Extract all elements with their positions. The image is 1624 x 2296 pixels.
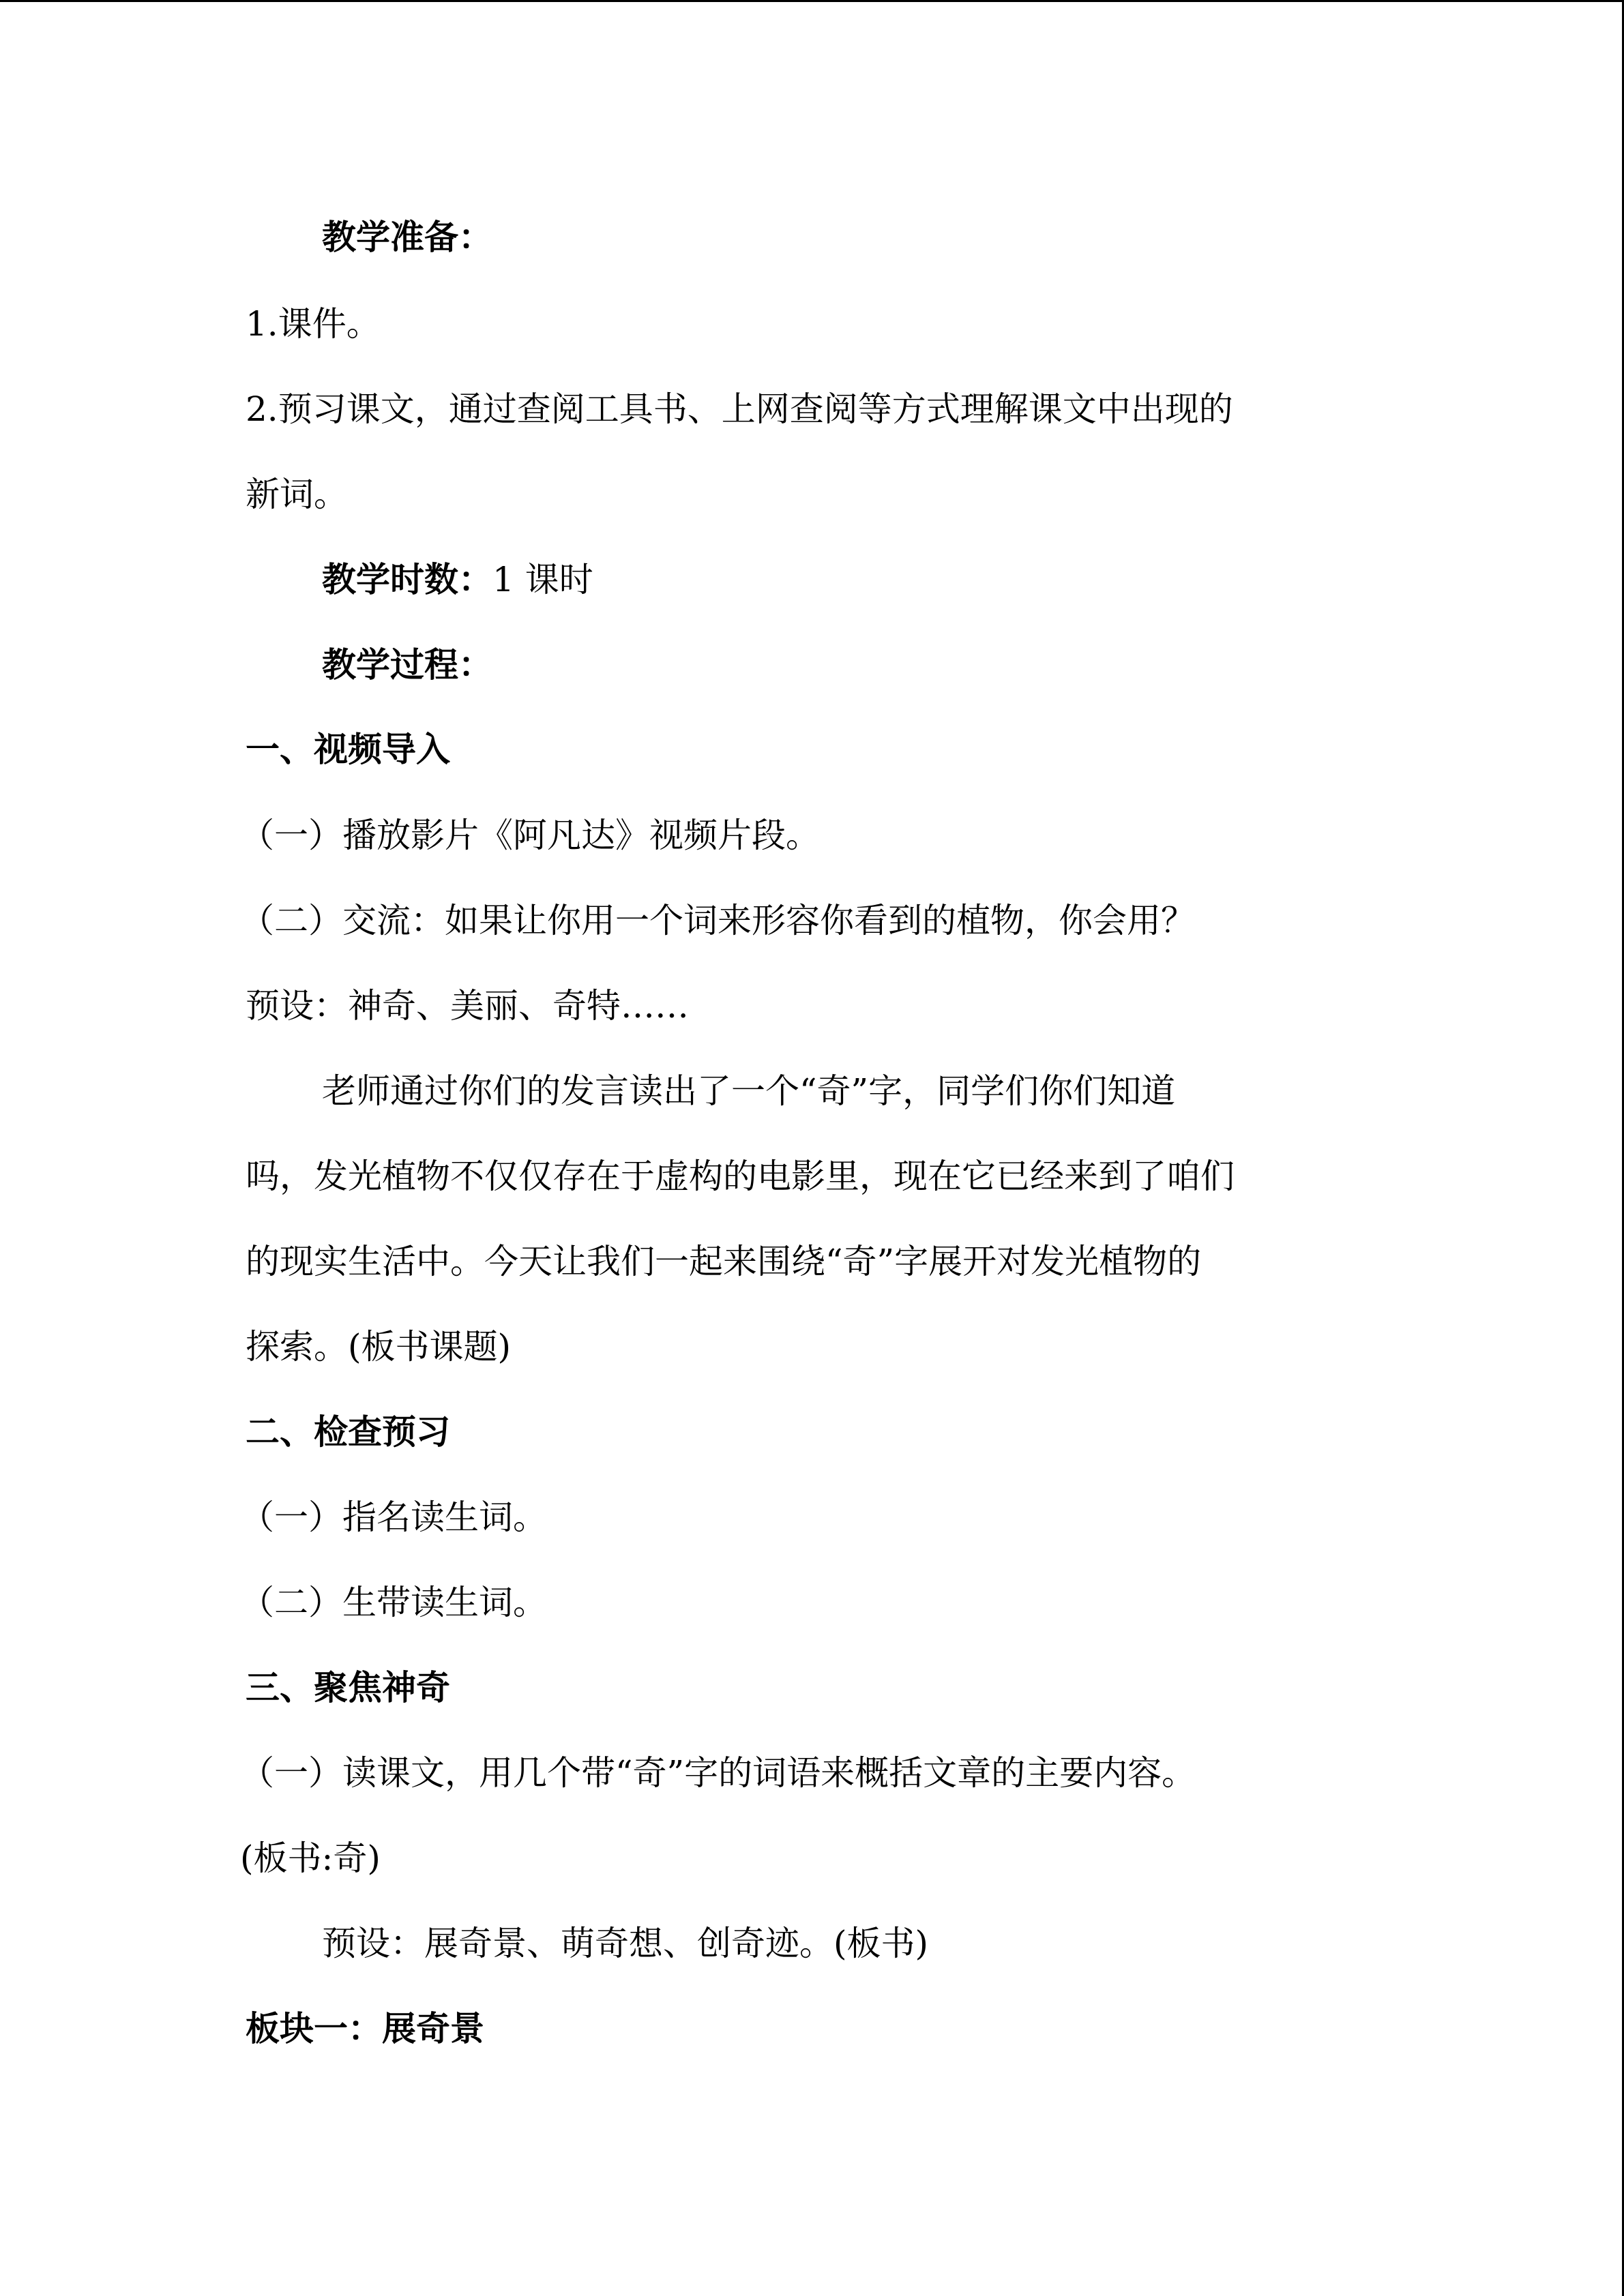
heading-teaching-process: 教学过程： [322, 645, 492, 685]
focus-wonder-preset: 预设：展奇景、萌奇想、创奇迹。(板书) [322, 1924, 929, 1963]
heading-teaching-preparation: 教学准备： [322, 218, 492, 257]
section-heading-focus-wonder: 三、聚焦神奇 [246, 1668, 450, 1708]
focus-wonder-item-1: （一）读课文，用几个带“奇”字的词语来概括文章的主要内容。 [240, 1753, 1196, 1793]
teaching-hours-value: 1 课时 [492, 560, 593, 599]
teaching-hours-label: 教学时数： [322, 560, 492, 599]
block-heading-scenery: 板块一：展奇景 [246, 2009, 484, 2048]
prep-item-1: 1.课件。 [246, 304, 381, 344]
prep-item-2-line-2: 新词。 [246, 475, 348, 514]
video-intro-item-1: （一）播放影片《阿凡达》视频片段。 [240, 816, 820, 855]
paragraph-line-3: 的现实生活中。今天让我们一起来围绕“奇”字展开对发光植物的 [246, 1242, 1202, 1281]
preview-check-item-1: （一）指名读生词。 [240, 1497, 547, 1537]
paragraph-line-4: 探索。(板书课题) [246, 1327, 512, 1367]
paragraph-line-1: 老师通过你们的发言读出了一个“奇”字，同学们你们知道 [322, 1071, 1176, 1111]
section-heading-preview-check: 二、检查预习 [246, 1412, 450, 1452]
paragraph-line-2: 吗，发光植物不仅仅存在于虚构的电影里，现在它已经来到了咱们 [246, 1157, 1235, 1196]
section-heading-video-intro: 一、视频导入 [246, 730, 450, 769]
video-intro-item-2: （二）交流：如果让你用一个词来形容你看到的植物，你会用？ [240, 901, 1195, 940]
teaching-hours [322, 556, 593, 603]
video-intro-preset: 预设：神奇、美丽、奇特…… [246, 986, 689, 1026]
preview-check-item-2: （二）生带读生词。 [240, 1583, 547, 1622]
prep-item-2-line-1: 2.预习课文，通过查阅工具书、上网查阅等方式理解课文中出现的 [246, 389, 1233, 429]
board-note-wonder: (板书:奇) [240, 1838, 381, 1878]
top-border [0, 0, 1624, 2]
